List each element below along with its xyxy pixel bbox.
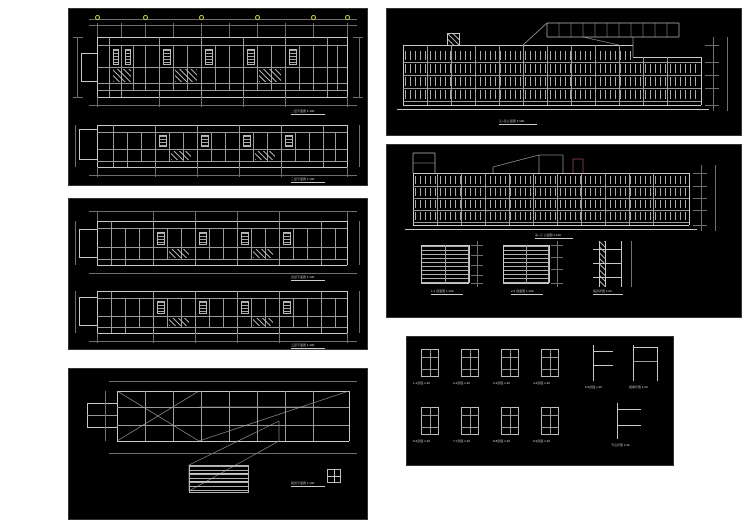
roof-parapet-detail bbox=[387, 9, 742, 136]
front-elevation-panel bbox=[386, 8, 742, 136]
room-block bbox=[199, 301, 207, 314]
room-block bbox=[163, 49, 171, 65]
room-block bbox=[247, 49, 255, 65]
detail-label: 7-7剖面 1:20 bbox=[453, 439, 471, 443]
drawing-title: 三层平面图 1:100 bbox=[291, 177, 315, 181]
room-block bbox=[205, 49, 213, 65]
room-block bbox=[159, 135, 167, 147]
plan-drawing-group bbox=[69, 9, 367, 185]
floor-plans-upper-panel bbox=[68, 8, 368, 186]
detail-label: 楼梯详图 1:20 bbox=[629, 385, 648, 389]
stair-core bbox=[169, 318, 189, 326]
room-block bbox=[241, 232, 249, 245]
room-block bbox=[113, 49, 119, 65]
drawing-title: ⑯~① 立面图 1:100 bbox=[535, 233, 561, 237]
rear-elevation-group bbox=[387, 145, 741, 317]
stair-core bbox=[169, 249, 189, 258]
roof-plan-panel bbox=[68, 368, 368, 520]
drawing-title: 屋顶平面图 1:100 bbox=[291, 481, 315, 485]
detail-label: 节点详图 1:20 bbox=[611, 443, 630, 447]
floor-plans-lower-panel bbox=[68, 198, 368, 350]
rear-elevation-and-sections-panel bbox=[386, 144, 742, 318]
column-details-panel bbox=[406, 336, 674, 466]
detail-label: 6-6剖面 1:20 bbox=[413, 439, 431, 443]
room-block bbox=[289, 49, 297, 65]
detail-label: 9-9剖面 1:20 bbox=[533, 439, 551, 443]
plan-drawing-group bbox=[69, 199, 367, 349]
stair-core bbox=[253, 318, 273, 326]
detail-label: 4-4剖面 1:20 bbox=[533, 381, 551, 385]
room-block bbox=[285, 135, 293, 147]
drawing-title: 1-1 剖面图 1:100 bbox=[431, 289, 454, 293]
roof-slope-lines bbox=[69, 369, 368, 520]
detail-label: 2-2剖面 1:20 bbox=[453, 381, 471, 385]
room-block bbox=[199, 232, 207, 245]
room-block bbox=[243, 135, 251, 147]
stair-core bbox=[171, 151, 191, 160]
details-group bbox=[407, 337, 673, 465]
stair-core bbox=[259, 69, 281, 82]
drawing-title: ①~⑯立面图 1:100 bbox=[499, 119, 525, 123]
stair-core bbox=[175, 69, 197, 82]
stair-core bbox=[255, 151, 275, 160]
room-block bbox=[283, 232, 291, 245]
roof-plan-group bbox=[69, 369, 367, 519]
room-block bbox=[157, 301, 165, 314]
detail-label: 8-8剖面 1:20 bbox=[493, 439, 511, 443]
drawing-title: 墙身详图 1:20 bbox=[593, 289, 612, 293]
room-block bbox=[241, 301, 249, 314]
room-block bbox=[283, 301, 291, 314]
wall-detail-hatch bbox=[599, 241, 605, 287]
drawing-title: 四层平面图 1:100 bbox=[291, 275, 315, 279]
detail-label: 5-5剖面 1:20 bbox=[585, 385, 603, 389]
drawing-title: 五层平面图 1:100 bbox=[291, 343, 315, 347]
room-block bbox=[201, 135, 209, 147]
room-block bbox=[125, 49, 131, 65]
drawing-title: 2-2 剖面图 1:100 bbox=[511, 289, 534, 293]
room-block bbox=[157, 232, 165, 245]
service-core bbox=[113, 69, 131, 82]
stair-core bbox=[253, 249, 273, 258]
elevation-group bbox=[387, 9, 741, 135]
drawing-title: 二层平面图 1:100 bbox=[291, 109, 315, 113]
detail-label: 3-3剖面 1:20 bbox=[493, 381, 511, 385]
roof-detail-block bbox=[189, 465, 249, 493]
detail-label: 1-1剖面 1:20 bbox=[413, 381, 431, 385]
